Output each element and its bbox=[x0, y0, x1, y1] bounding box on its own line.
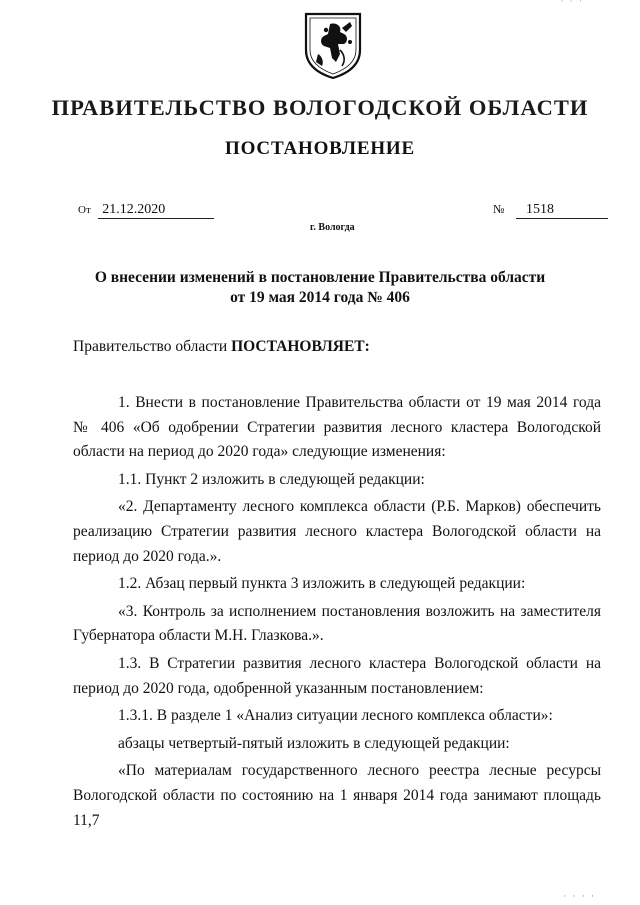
bottom-scan-marks: · · · · bbox=[563, 891, 596, 901]
preamble bbox=[73, 338, 370, 356]
top-scan-marks: · · · bbox=[560, 0, 584, 6]
city-label: г. Вологда bbox=[310, 222, 355, 233]
number-label: № bbox=[493, 202, 505, 216]
paragraph: 1.3.1. В разделе 1 «Анализ ситуации лесного комплекса области»: bbox=[118, 707, 553, 725]
paragraph: абзацы четвертый-пятый изложить в следующей редакции: bbox=[118, 734, 510, 752]
paragraph: 1. Внести в постановление Правительства области от 19 мая 2014 года № 406 «Об одобрении Стратегии развития лесного кластера Вологодской области на период до 2020 года» следующие изменения: bbox=[73, 394, 601, 461]
number-value: 1518 bbox=[516, 202, 608, 219]
subject-line-2: от 19 мая 2014 года № 406 bbox=[230, 289, 410, 306]
preamble-emphasis: ПОСТАНОВЛЯЕТ: bbox=[231, 338, 370, 355]
paragraph: 1.2. Абзац первый пункта 3 изложить в следующей редакции: bbox=[118, 575, 526, 593]
paragraph: «3. Контроль за исполнением постановления возложить на заместителя Губернатора области М.Н. Глазкова.». bbox=[73, 602, 601, 645]
document-subject bbox=[0, 268, 640, 308]
paragraph: «2. Департаменту лесного комплекса области (Р.Б. Марков) обеспечить реализацию Стратегии развития лесного кластера Вологодской области на период до 2020 года.». bbox=[73, 498, 601, 565]
document-type: ПОСТАНОВЛЕНИЕ bbox=[225, 138, 415, 159]
date-value: 21.12.2020 bbox=[98, 202, 214, 219]
paragraph: 1.3. В Стратегии развития лесного кластера Вологодской области на период до 2020 года, одобренной указанным постановлением: bbox=[73, 654, 601, 697]
number-field bbox=[493, 202, 608, 219]
document-body bbox=[73, 391, 601, 836]
preamble-text: Правительство области bbox=[73, 338, 232, 355]
organization-title: ПРАВИТЕЛЬСТВО ВОЛОГОДСКОЙ ОБЛАСТИ bbox=[51, 95, 589, 120]
coat-of-arms-icon bbox=[302, 10, 364, 80]
paragraph: 1.1. Пункт 2 изложить в следующей редакции: bbox=[118, 470, 425, 488]
date-label: От bbox=[78, 204, 91, 216]
date-field bbox=[78, 202, 214, 219]
subject-line-1: О внесении изменений в постановление Правительства области bbox=[94, 269, 546, 286]
paragraph: «По материалам государственного лесного реестра лесные ресурсы Вологодской области по состоянию на 1 января 2014 года занимают площадь 11,7 bbox=[73, 762, 601, 829]
